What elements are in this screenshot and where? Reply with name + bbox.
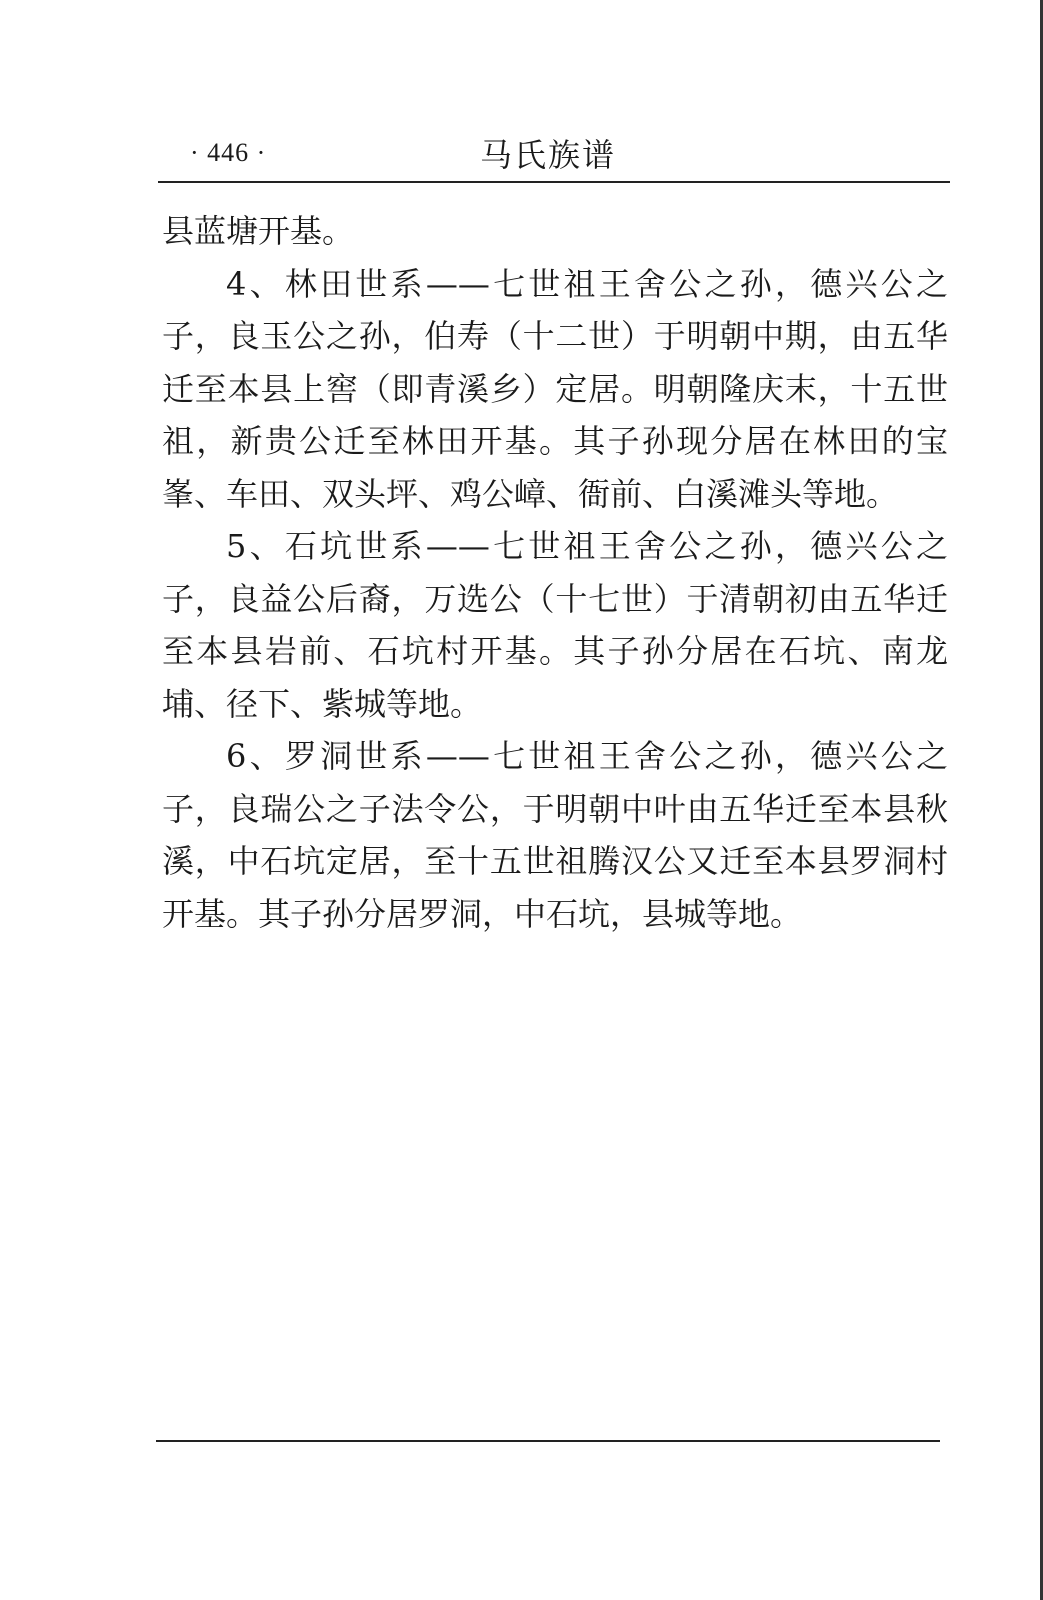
paragraph-shikeng-lineage: 5、石坑世系——七世祖王舍公之孙，德兴公之子，良益公后裔，万选公（十七世）于清朝初由五华迁至本县岩前、石坑村开基。其子孙分居在石坑、南龙埔、径下、紫城等地。 bbox=[162, 527, 948, 723]
paragraph-continuation: 县蓝塘开基。 bbox=[162, 212, 355, 250]
page-number: · 446 · bbox=[190, 138, 267, 167]
paragraph-lintian-lineage: 4、林田世系——七世祖王舍公之孙，德兴公之子，良玉公之孙，伯寿（十二世）于明朝中期，由五华迁至本县上窖（即青溪乡）定居。明朝隆庆末，十五世祖，新贵公迁至林田开基。其子孙现分居在林田的宝峯、车田、双头坪、鸡公嶂、衙前、白溪滩头等地。 bbox=[162, 264, 948, 513]
footer-rule bbox=[156, 1440, 940, 1442]
body-text bbox=[162, 205, 948, 940]
paragraph-luodong-lineage: 6、罗洞世系——七世祖王舍公之孙，德兴公之子，良瑞公之子法令公，于明朝中叶由五华迁至本县秋溪，中石坑定居，至十五世祖腾汉公又迁至本县罗洞村开基。其子孙分居罗洞，中石坑，县城等地。 bbox=[162, 737, 948, 933]
header-rule bbox=[158, 181, 950, 183]
running-title: 马氏族谱 bbox=[480, 136, 617, 174]
